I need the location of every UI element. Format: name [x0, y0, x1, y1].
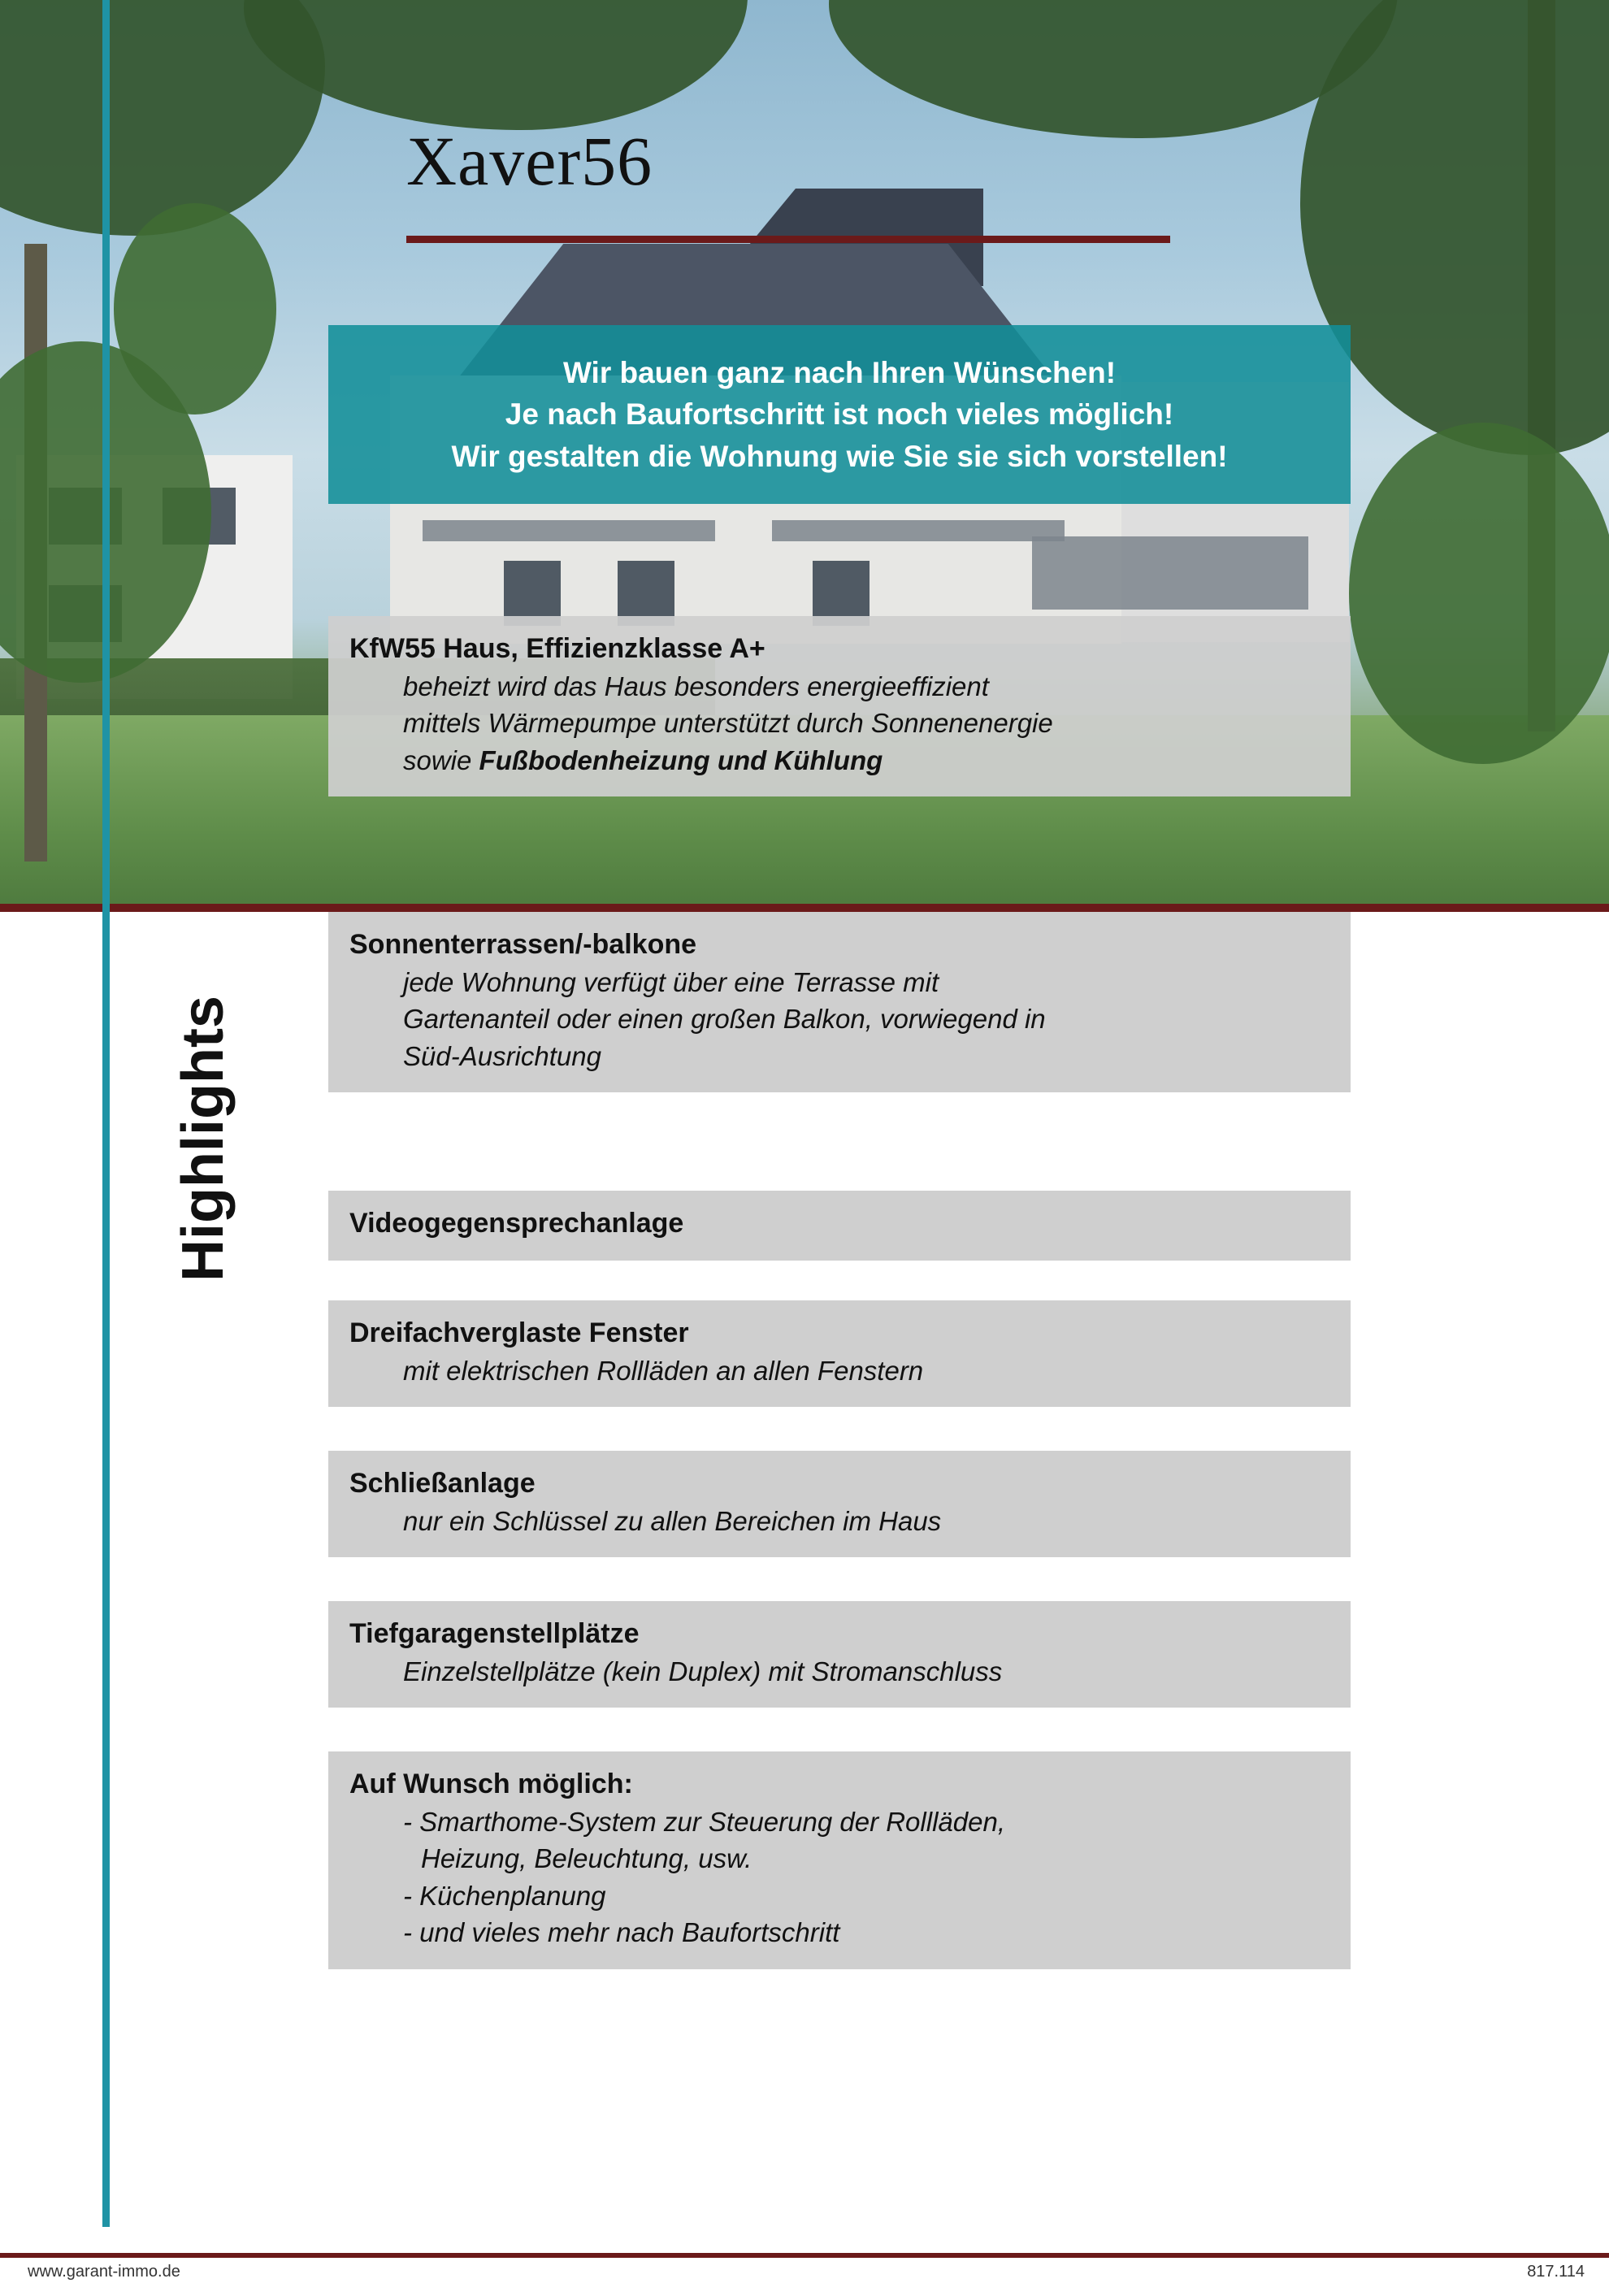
feature-bold-text: Fußbodenheizung und Kühlung [479, 744, 883, 775]
feature-line: - und vieles mehr nach Baufortschritt [403, 1917, 840, 1948]
feature-line: mit elektrischen Rollläden an allen Fenstern [403, 1355, 924, 1386]
feature-heading: Dreifachverglaste Fenster [349, 1317, 689, 1348]
teal-vertical-accent [102, 0, 110, 2227]
feature-box-auf-wunsch [328, 1751, 1351, 1969]
title-underline [406, 236, 1170, 243]
feature-heading: Videogegensprechanlage [349, 1208, 684, 1239]
feature-line: mittels Wärmepumpe unterstützt durch Sonnenenergie [403, 708, 1053, 739]
feature-line: beheizt wird das Haus besonders energieeffizient [403, 671, 989, 701]
footer-rule [0, 2253, 1609, 2258]
feature-line: jede Wohnung verfügt über eine Terrasse mit [403, 966, 939, 997]
feature-heading: Auf Wunsch möglich: [349, 1769, 633, 1799]
balcony-rail [423, 520, 715, 541]
balcony-rail [772, 520, 1065, 541]
page-title [406, 122, 653, 200]
page-title-text: Xaver56 [406, 122, 653, 200]
feature-box-tiefgarage [328, 1601, 1351, 1708]
promo-banner-line-2: Je nach Baufortschritt ist noch vieles möglich! [505, 397, 1174, 432]
feature-heading: Tiefgaragenstellplätze [349, 1618, 640, 1649]
feature-heading: Sonnenterrassen/-balkone [349, 929, 697, 960]
feature-box-fenster [328, 1300, 1351, 1407]
feature-box-schliessanlage [328, 1451, 1351, 1557]
promo-banner-line-1: Wir bauen ganz nach Ihren Wünschen! [562, 355, 1117, 389]
footer-website[interactable]: www.garant-immo.de [28, 2263, 180, 2281]
promo-banner-line-3: Wir gestalten die Wohnung wie Sie sie sich vorstellen! [451, 439, 1228, 473]
foliage [1349, 423, 1609, 764]
feature-line: Süd-Ausrichtung [403, 1040, 601, 1071]
feature-line: - Smarthome-System zur Steuerung der Rollläden, [403, 1806, 1005, 1837]
feature-line: Gartenanteil oder einen großen Balkon, vorwiegend in [403, 1004, 1046, 1035]
footer-reference-number: 817.114 [1527, 2263, 1585, 2281]
foliage [114, 203, 276, 414]
balcony-panel [1032, 536, 1308, 610]
feature-box-terrassen [328, 912, 1351, 1092]
feature-box-kfw55 [328, 616, 1351, 796]
feature-line: Heizung, Beleuchtung, usw. [421, 1843, 752, 1874]
feature-line: Einzelstellplätze (kein Duplex) mit Stromanschluss [403, 1656, 1003, 1686]
promo-banner [328, 325, 1351, 504]
feature-line: nur ein Schlüssel zu allen Bereichen im Haus [403, 1505, 942, 1536]
feature-line: - Küchenplanung [403, 1880, 606, 1911]
feature-line-bold-tail: sowie Fußbodenheizung und Kühlung [403, 744, 883, 775]
highlights-vertical-label: Highlights [171, 996, 236, 1282]
hero-bottom-rule [0, 904, 1609, 912]
feature-box-video [328, 1191, 1351, 1261]
feature-heading: Schließanlage [349, 1468, 536, 1499]
feature-heading: KfW55 Haus, Effizienzklasse A+ [349, 633, 765, 664]
